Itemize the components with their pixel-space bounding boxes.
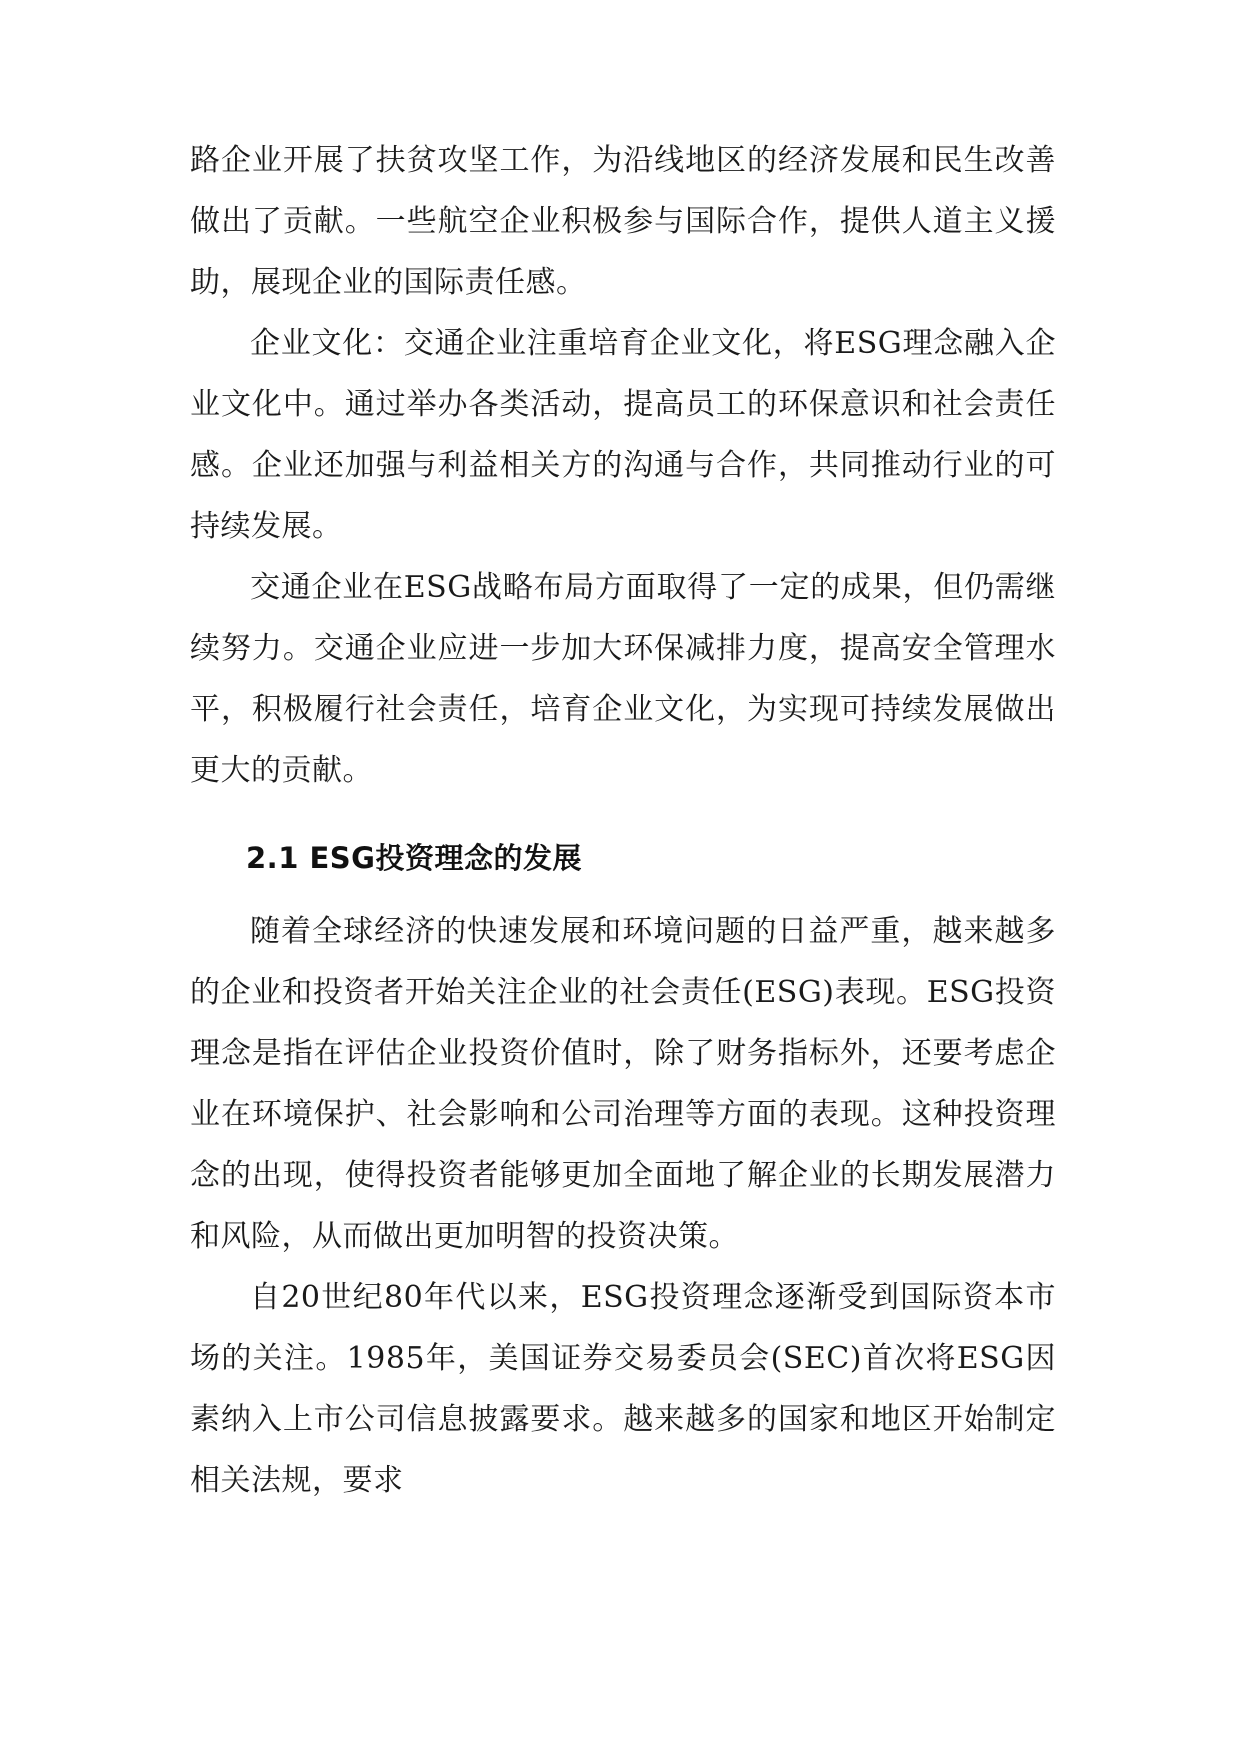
paragraph-continuation: 路企业开展了扶贫攻坚工作，为沿线地区的经济发展和民生改善做出了贡献。一些航空企业积极参与国际合作，提供人道主义援助，展现企业的国际责任感。 — [190, 143, 1056, 300]
section-heading: 2.1 ESG投资理念的发展 — [246, 841, 582, 875]
document-body — [190, 130, 1056, 1511]
paragraph-esg-concept: 随着全球经济的快速发展和环境问题的日益严重，越来越多的企业和投资者开始关注企业的社会责任(ESG)表现。ESG投资理念是指在评估企业投资价值时，除了财务指标外，还要考虑企业在环境保护、社会影响和公司治理等方面的表现。这种投资理念的出现，使得投资者能够更加全面地了解企业的长期发展潜力和风险，从而做出更加明智的投资决策。 — [190, 914, 1056, 1254]
paragraph-corporate-culture: 企业文化：交通企业注重培育企业文化，将ESG理念融入企业文化中。通过举办各类活动，提高员工的环保意识和社会责任感。企业还加强与利益相关方的沟通与合作，共同推动行业的可持续发展。 — [190, 326, 1056, 544]
paragraph-esg-summary: 交通企业在ESG战略布局方面取得了一定的成果，但仍需继续努力。交通企业应进一步加大环保减排力度，提高安全管理水平，积极履行社会责任，培育企业文化，为实现可持续发展做出更大的贡献。 — [190, 570, 1056, 788]
paragraph-esg-history: 自20世纪80年代以来，ESG投资理念逐渐受到国际资本市场的关注。1985年，美国证券交易委员会(SEC)首次将ESG因素纳入上市公司信息披露要求。越来越多的国家和地区开始制定相关法规，要求 — [190, 1280, 1056, 1498]
